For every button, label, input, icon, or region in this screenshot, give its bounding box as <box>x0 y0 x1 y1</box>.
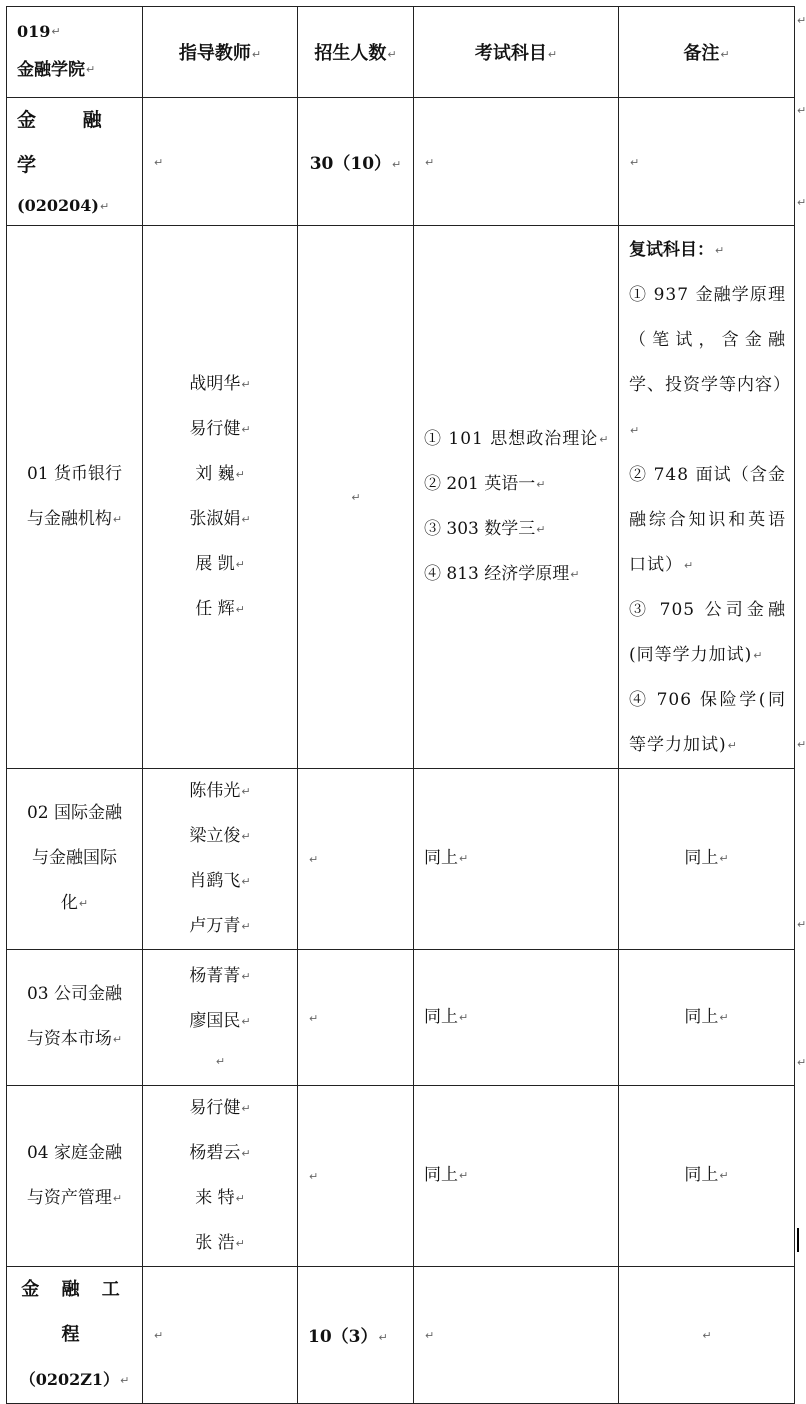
exam-item: ④ 813 经济学原理 <box>424 563 570 584</box>
teacher-name: 卢万青 <box>189 915 241 936</box>
teacher-name: 陈伟光 <box>189 780 241 801</box>
dept-code: 019 <box>17 21 51 41</box>
teacher-name: 杨碧云 <box>189 1142 241 1163</box>
direction-name-line: 02 国际金融 <box>26 803 123 823</box>
direction-row-01 <box>7 225 795 768</box>
exam-list: ① 101 思想政治理论↵ ② 201 英语一↵ ③ 303 数学三↵ ④ 813 经济学原理↵ <box>414 225 619 768</box>
dept-name: 金融学院 <box>17 60 85 81</box>
major-code: （0202Z1） <box>19 1369 120 1389</box>
note-cell: 同上↵ <box>619 949 795 1085</box>
major-row-finance <box>7 98 795 226</box>
teacher-list: 杨菁菁↵ 廖国民↵ ↵ <box>143 949 298 1085</box>
col-header-exam: 考试科目↵ <box>414 7 619 98</box>
note-same: 同上 <box>684 848 719 868</box>
note-cell: 同上↵ <box>619 768 795 949</box>
quota-cell: ↵ <box>298 768 414 949</box>
note-same: 同上 <box>684 1165 719 1185</box>
exam-same: 同上 <box>424 1165 458 1185</box>
major-note-cell: ↵ <box>619 98 795 226</box>
major-quota-cell: 30（10）↵ <box>298 98 414 226</box>
teacher-name: 易行健 <box>189 1097 241 1118</box>
teacher-name: 刘 巍 <box>195 463 235 484</box>
direction-name-cell: 04 家庭金融 与资产管理↵ <box>7 1085 143 1266</box>
major-quota-cell: 10（3）↵ <box>298 1266 414 1403</box>
teacher-list: 易行健↵ 杨碧云↵ 来 特↵ 张 浩↵ <box>143 1085 298 1266</box>
program-table <box>6 6 795 1404</box>
major-name: 金 融 学 <box>17 109 122 176</box>
text-cursor <box>797 1228 799 1252</box>
teacher-name: 张 浩 <box>195 1232 235 1253</box>
note-cell: 同上↵ <box>619 1085 795 1266</box>
row-end-mark: ↵ <box>797 738 806 751</box>
remark-item: ② 748 面试（含金融综合知识和英语口试） <box>629 464 786 575</box>
note-same: 同上 <box>684 1006 719 1027</box>
col-header-teacher: 指导教师↵ <box>143 7 298 98</box>
row-end-mark: ↵ <box>797 918 806 931</box>
exam-same: 同上 <box>424 848 458 868</box>
remark-item: ① 937 金融学原理（笔试，含金融学、投资学等内容） <box>629 284 791 395</box>
dept-cell: 019↵ 金融学院↵ <box>7 7 143 98</box>
row-end-mark: ↵ <box>797 1056 806 1069</box>
major-code: (020204) <box>17 196 99 215</box>
teacher-name: 肖鹞飞 <box>189 870 241 891</box>
direction-name-line: 与金融机构 <box>26 508 112 529</box>
major-row-financial-engineering <box>7 1266 795 1403</box>
direction-name-cell: 01 货币银行 与金融机构↵ <box>7 225 143 768</box>
teacher-name: 张淑娟 <box>189 508 241 529</box>
row-end-mark: ↵ <box>797 14 806 27</box>
remark-item: ④ 706 保险学(同等学力加试) <box>629 689 786 755</box>
row-end-marks <box>797 0 806 1324</box>
col-header-note: 备注↵ <box>619 7 795 98</box>
major-name-cell: 金 融 工 程 （0202Z1）↵ <box>7 1266 143 1403</box>
direction-name-line: 01 货币银行 <box>26 463 123 484</box>
exam-same: 同上 <box>424 1006 458 1027</box>
exam-cell: 同上↵ <box>414 768 619 949</box>
direction-name-line: 与金融国际 <box>32 848 117 868</box>
direction-name-line: 与资本市场 <box>26 1029 112 1049</box>
direction-row-04 <box>7 1085 795 1266</box>
col-header-quota: 招生人数↵ <box>298 7 414 98</box>
quota-cell: ↵ <box>298 949 414 1085</box>
teacher-list: 战明华↵ 易行健↵ 刘 巍↵ 张淑娟↵ 展 凯↵ 任 辉↵ <box>143 225 298 768</box>
direction-name-line: 与资产管理 <box>26 1187 112 1208</box>
quota-cell: ↵ <box>298 1085 414 1266</box>
teacher-name: 易行健 <box>189 418 241 439</box>
teacher-name: 来 特 <box>195 1187 235 1208</box>
exam-cell: 同上↵ <box>414 949 619 1085</box>
major-name: 金 融 工 程 <box>21 1278 128 1345</box>
major-teacher-cell: ↵ <box>143 98 298 226</box>
teacher-name: 战明华 <box>189 373 241 394</box>
major-quota: 30（10） <box>309 153 392 174</box>
major-exam-cell: ↵ <box>414 1266 619 1403</box>
teacher-name: 廖国民 <box>189 1010 241 1031</box>
direction-name-line: 04 家庭金融 <box>26 1142 123 1163</box>
exam-cell: 同上↵ <box>414 1085 619 1266</box>
direction-row-03 <box>7 949 795 1085</box>
exam-item: ① 101 思想政治理论 <box>424 428 599 449</box>
remark-item: ③ 705 公司金融(同等学力加试) <box>629 599 786 665</box>
major-note-cell: ↵ <box>619 1266 795 1403</box>
teacher-name: 梁立俊 <box>189 825 241 846</box>
teacher-name: 任 辉 <box>195 598 235 619</box>
remarks-title: 复试科目： <box>629 239 714 260</box>
direction-name-cell: 02 国际金融 与金融国际 化↵ <box>7 768 143 949</box>
direction-name-line: 化 <box>60 893 78 913</box>
exam-item: ③ 303 数学三 <box>424 518 536 539</box>
direction-name-line: 03 公司金融 <box>26 984 123 1004</box>
quota-cell: ↵ <box>298 225 414 768</box>
header-row <box>7 7 795 98</box>
major-teacher-cell: ↵ <box>143 1266 298 1403</box>
remarks-cell: 复试科目：↵ ① 937 金融学原理（笔试，含金融学、投资学等内容）↵ ② 748 面试（含金融综合知识和英语口试）↵ ③ 705 公司金融(同等学力加试)↵ ④ 706 保险学(同等学力加试)↵ <box>619 225 795 768</box>
exam-item: ② 201 英语一 <box>424 473 536 494</box>
major-name-cell: 金 融 学 (020204)↵ <box>7 98 143 226</box>
major-quota: 10（3） <box>308 1327 378 1347</box>
major-exam-cell: ↵ <box>414 98 619 226</box>
teacher-name: 展 凯 <box>195 553 235 574</box>
row-end-mark: ↵ <box>797 104 806 117</box>
direction-name-cell: 03 公司金融 与资本市场↵ <box>7 949 143 1085</box>
teacher-list: 陈伟光↵ 梁立俊↵ 肖鹞飞↵ 卢万青↵ <box>143 768 298 949</box>
row-end-mark: ↵ <box>797 196 806 209</box>
direction-row-02 <box>7 768 795 949</box>
teacher-name: 杨菁菁 <box>189 965 241 986</box>
